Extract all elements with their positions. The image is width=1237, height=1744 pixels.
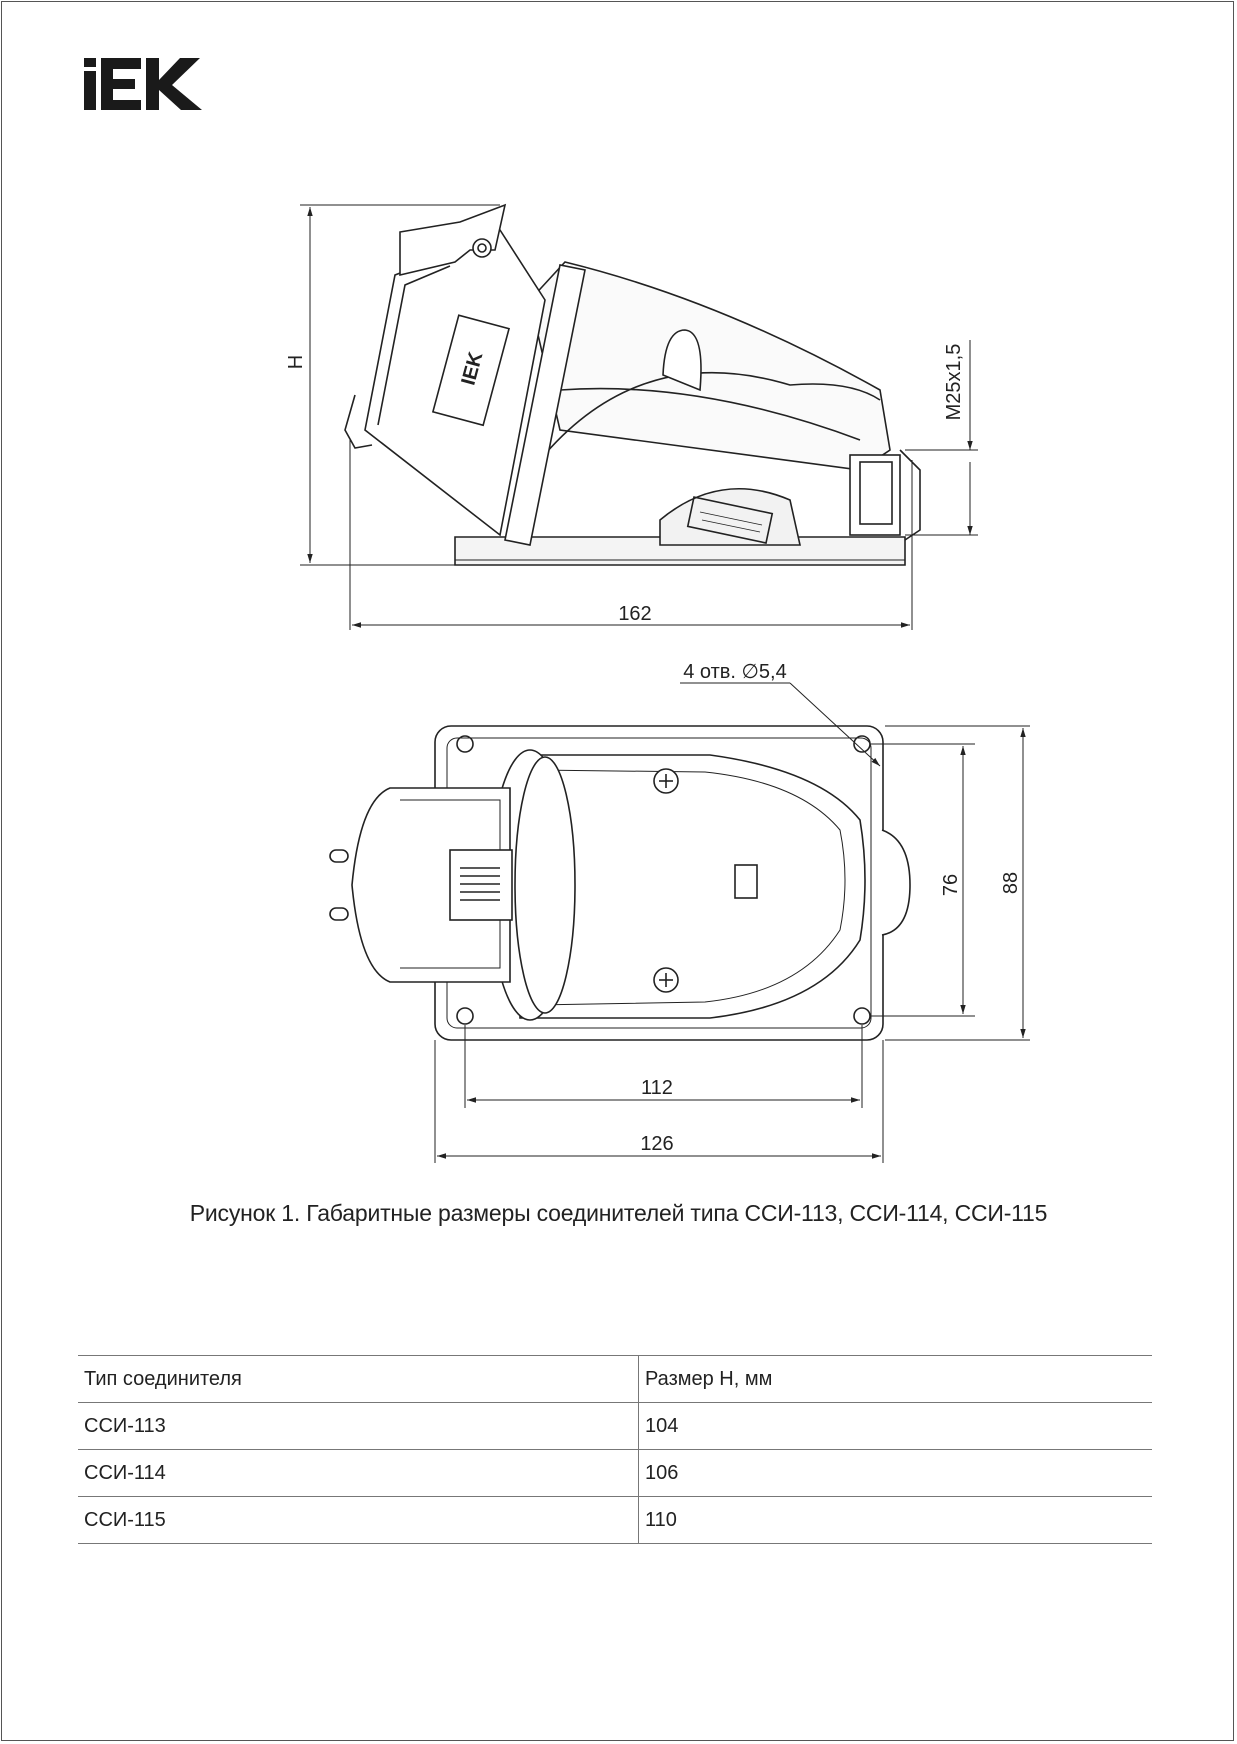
dim-76-label: 76	[940, 873, 962, 897]
dim-88-label: 88	[1000, 871, 1022, 895]
svg-text:IEK: IEK	[457, 349, 488, 388]
cell-size: 110	[639, 1497, 1153, 1544]
figure-caption: Рисунок 1. Габаритные размеры соединителей типа ССИ-113, ССИ-114, ССИ-115	[189, 1200, 1048, 1226]
side-view	[345, 205, 920, 565]
table-row	[78, 1497, 1152, 1544]
cell-size: 106	[639, 1450, 1153, 1497]
spec-table	[78, 1355, 1152, 1544]
cell-type: ССИ-114	[78, 1450, 639, 1497]
cell-size: 104	[639, 1403, 1153, 1450]
header-type: Тип соединителя	[78, 1356, 639, 1403]
table-row	[78, 1450, 1152, 1497]
top-view	[330, 726, 910, 1040]
cell-type: ССИ-115	[78, 1497, 639, 1544]
dim-162-label: 162	[618, 603, 652, 625]
dim-thread-label: M25x1,5	[943, 343, 965, 421]
dim-thread	[905, 340, 978, 535]
dim-holes-label: 4 отв. ∅5,4	[683, 661, 787, 683]
table-header-row	[78, 1356, 1152, 1403]
cell-type: ССИ-113	[78, 1403, 639, 1450]
dim-height-label: H	[285, 354, 307, 370]
dim-126-label: 126	[640, 1133, 674, 1155]
header-size: Размер H, мм	[639, 1356, 1153, 1403]
table-row	[78, 1403, 1152, 1450]
dim-112-label: 112	[641, 1077, 673, 1099]
